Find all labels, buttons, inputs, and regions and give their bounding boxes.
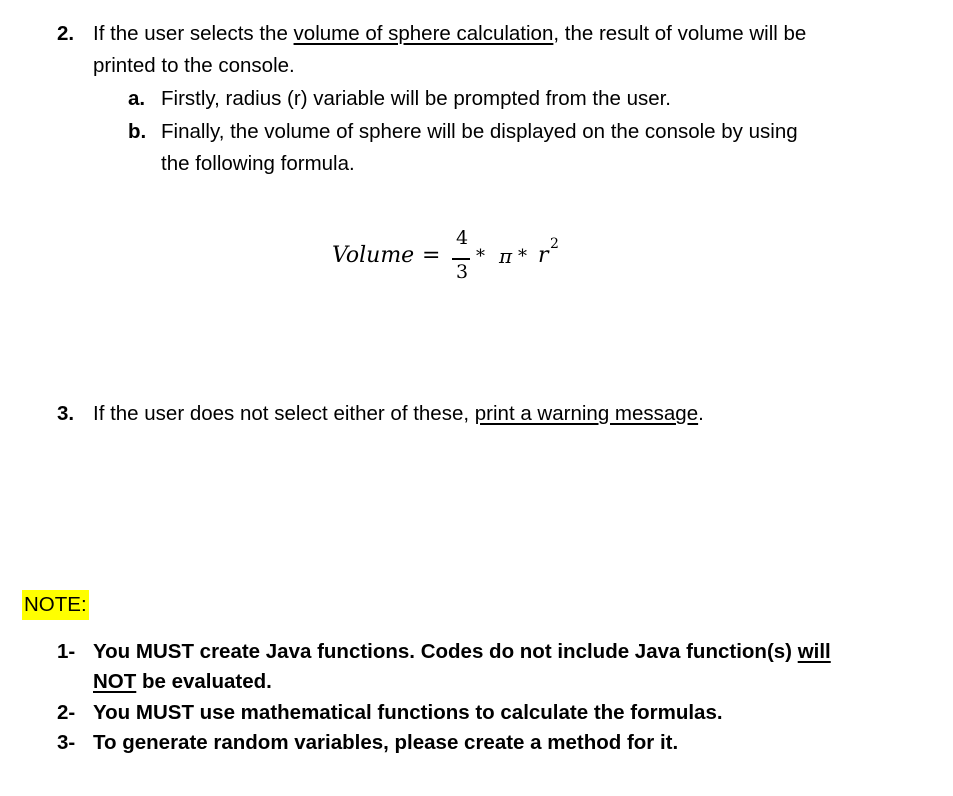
item-3-text — [93, 398, 704, 430]
note-item-1-text-post: be evaluated. — [136, 670, 272, 693]
formula-equals: = — [422, 243, 441, 268]
note-item-1-underlined-not: NOT — [93, 670, 137, 693]
item-2-line-2: printed to the console. — [93, 54, 295, 77]
item-2-text-pre: If the user selects the — [93, 22, 294, 45]
note-item-1-line-2 — [93, 667, 272, 697]
warning-message-underlined: print a warning message — [474, 402, 699, 425]
formula-radius: r — [538, 243, 549, 268]
item-3-text-post: . — [698, 402, 704, 425]
note-label: NOTE: — [22, 590, 89, 620]
volume-of-sphere-underlined: volume of sphere calculation — [293, 22, 554, 45]
fraction-bar — [452, 258, 470, 260]
formula-numerator: 4 — [455, 227, 469, 249]
note-item-2-text: You MUST use mathematical functions to calculate the formulas. — [93, 701, 723, 724]
volume-formula — [332, 228, 592, 292]
sub-item-b-line-2: the following formula. — [161, 152, 355, 175]
note-item-3-text: To generate random variables, please create a method for it. — [93, 731, 679, 754]
sub-item-b-marker: b. — [128, 120, 147, 143]
note-item-3-number: 3- — [57, 731, 76, 754]
note-item-1-text: You MUST create Java functions. Codes do not include Java function(s) — [93, 640, 798, 663]
note-item-1-underlined-will: will — [797, 640, 831, 663]
formula-pi: π — [499, 244, 513, 268]
item-2-text-post: , the result of volume will be — [553, 22, 807, 45]
sub-item-a-marker: a. — [128, 87, 146, 110]
note-item-1-number: 1- — [57, 640, 76, 663]
sub-item-b-line-1: Finally, the volume of sphere will be displayed on the console by using — [161, 120, 798, 143]
formula-exponent: 2 — [550, 236, 559, 252]
note-item-2-number: 2- — [57, 701, 76, 724]
formula-variable: Volume — [332, 243, 415, 268]
item-3-text-pre: If the user does not select either of these, — [93, 402, 475, 425]
formula-multiply-2: * — [518, 246, 527, 267]
item-2-line-1 — [93, 18, 806, 50]
formula-multiply-1: * — [476, 246, 485, 267]
item-3-number: 3. — [57, 402, 75, 425]
sub-item-a-text: Firstly, radius (r) variable will be prompted from the user. — [161, 87, 672, 110]
formula-denominator: 3 — [455, 261, 469, 283]
note-item-1-line-1 — [93, 637, 831, 667]
item-2-number: 2. — [57, 22, 75, 45]
